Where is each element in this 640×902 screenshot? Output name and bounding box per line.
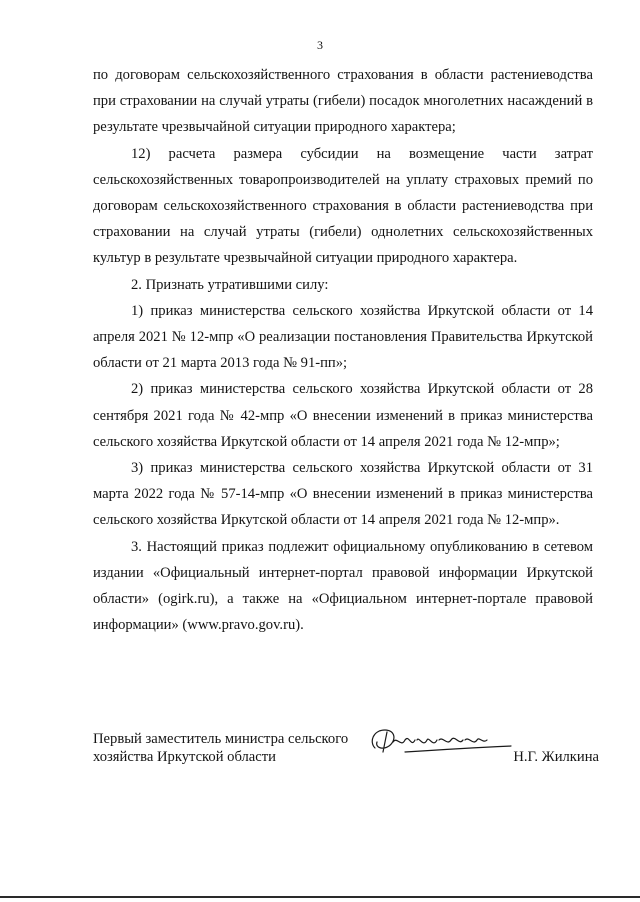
paragraph-section-2-heading: 2. Признать утратившими силу: — [131, 276, 329, 293]
signer-name: Н.Г. Жилкина — [513, 749, 599, 765]
handwritten-signature — [365, 722, 515, 762]
page-bottom-edge — [0, 896, 640, 898]
paragraph-repeal-item-3: 3) приказ министерства сельского хозяйства Иркутской области от 31 марта 2022 года № 57-14-мпр «О внесении изменений в приказ министерства сельского хозяйства Иркутской области от 14 апреля 2021 года № 12-мпр». — [93, 460, 593, 529]
paragraph-insurance-perennial: по договорам сельскохозяйственного страхования в области растениеводства при страховании на случай утраты (гибели) посадок многолетних насаждений в результате чрезвычайной ситуации природного характера; — [93, 67, 593, 136]
signer-title — [93, 730, 348, 766]
paragraph-repeal-item-1: 1) приказ министерства сельского хозяйства Иркутской области от 14 апреля 2021 № 12-мпр «О реализации постановления Правительства Иркутской области от 21 марта 2013 года № 91-пп»; — [93, 302, 593, 372]
signature-block — [93, 730, 599, 770]
page-number: 3 — [317, 38, 323, 52]
paragraph-repeal-item-2: 2) приказ министерства сельского хозяйства Иркутской области от 28 сентября 2021 года № 42-мпр «О внесении изменений в приказ министерства сельского хозяйства Иркутской области от 14 апреля 2021 года № 12-мпр»; — [93, 381, 593, 450]
paragraph-section-3-publication: 3. Настоящий приказ подлежит официальному опубликованию в сетевом издании «Официальный интернет-портал правовой информации Иркутской области» (ogirk.ru), а также на «Официальном интернет-портале правовой информации» (www.pravo.gov.ru). — [93, 538, 593, 634]
document-body — [93, 62, 593, 638]
signer-title-line-2: хозяйства Иркутской области — [93, 749, 276, 765]
signer-title-line-1: Первый заместитель министра сельского — [93, 731, 349, 747]
paragraph-item-12: 12) расчета размера субсидии на возмещение части затрат сельскохозяйственных товаропроизводителей на уплату страховых премий по договорам сельскохозяйственного страхования в области растениеводства при страховании на случай утраты (гибели) однолетних сельскохозяйственных культур в результате чрезвычайной ситуации природного характера. — [93, 145, 593, 267]
